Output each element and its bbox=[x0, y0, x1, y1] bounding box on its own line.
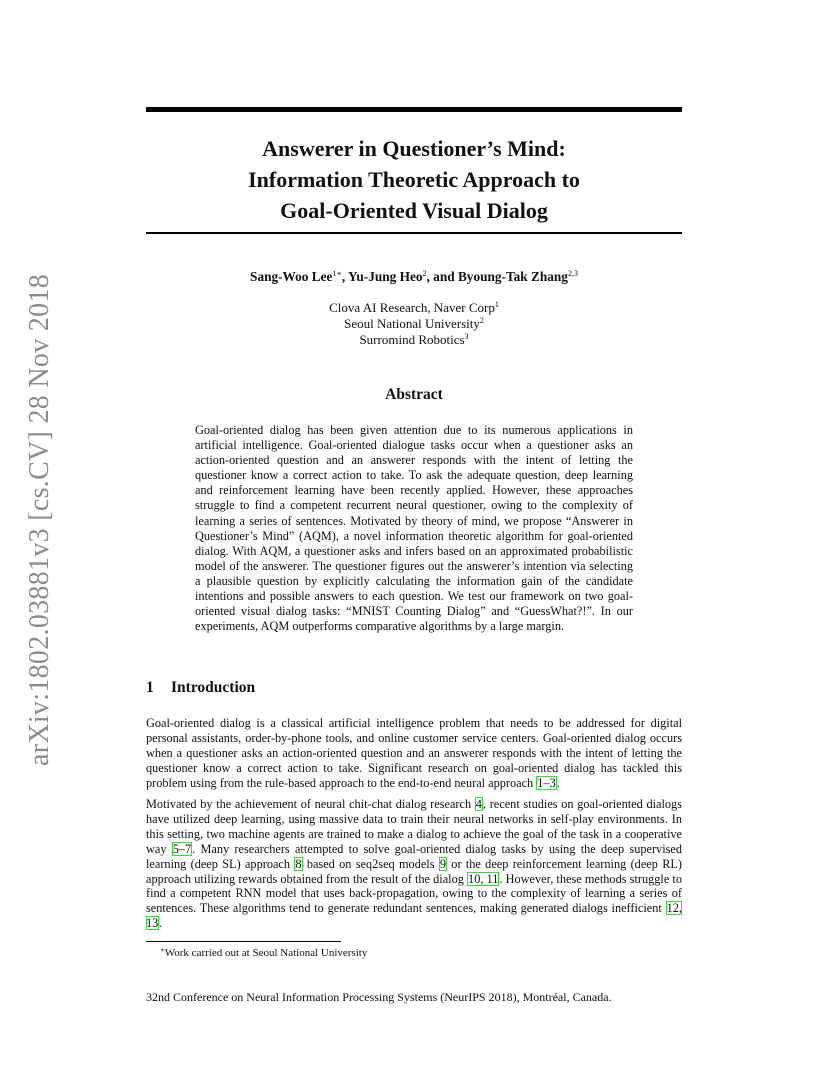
title-line-2: Information Theoretic Approach to bbox=[248, 167, 580, 192]
citation-link[interactable]: 10, 11 bbox=[468, 871, 499, 886]
section-heading-introduction bbox=[146, 678, 682, 698]
author-3: , and Byoung-Tak Zhang bbox=[426, 269, 568, 284]
citation-link[interactable]: 8 bbox=[295, 856, 302, 871]
affiliation-3: Surromind Robotics$^3$ bbox=[359, 332, 469, 347]
citation-link[interactable]: 4 bbox=[475, 797, 482, 811]
section-number: 1 bbox=[146, 679, 154, 696]
footnote-marker: ∗ bbox=[160, 946, 165, 954]
intro-paragraph-2: Motivated by the achievement of neural chit-chat dialog research 4, recent studies on goal-oriented dialogs have utilized deep learning, using massive data to train their neural networks in self-play environments. In this setting, two machine agents are trained to make a dialog to achieve the goal of the task in a cooperative way 5–7. Many researchers attempted to solve goal-oriented dialog tasks by using the deep supervised learning (deep SL) approach 8 based on seq2seq models 9 or the deep reinforcement learning (deep RL) approach utilizing rewards obtained from the result of the dialog 10, 11. However, these methods struggle to find a competent RNN model that uses back-propagation, owing to the complexity of learning a series of sentences. These algorithms tend to generate redundant sentences, making generated dialogs inefficient 12, 13. bbox=[146, 797, 683, 931]
affiliation-list bbox=[146, 300, 682, 348]
footnote-text: Work carried out at Seoul National University bbox=[164, 947, 368, 959]
affiliation-1: Clova AI Research, Naver Corp$^1$ bbox=[329, 300, 499, 315]
abstract-body: Goal-oriented dialog has been given attention due to its numerous applications in artificial intelligence. Goal-oriented dialogue tasks occur when a questioner asks an action-oriented question and an answerer responds with the intent of letting the questioner know a correct action to take. To ask the adequate question, deep learning and reinforcement learning have been recently applied. However, these approaches struggle to find a competent recurrent neural questioner, owing to the complexity of learning a series of sentences. Motivated by theory of mind, we propose “Answerer in Questioner’s Mind” (AQM), a novel information theoretic algorithm for goal-oriented dialog. With AQM, a questioner asks and infers based on an approximated probabilistic model of the answerer. The questioner figures out the answerer’s intention via selecting a plausible question by explicitly calculating the information gain of the candidate intentions and possible answers to each question. We test our framework on two goal-oriented visual dialog tasks: “MNIST Counting Dialog” and “GuessWhat?!”. In our experiments, AQM outperforms comparative algorithms by a large margin. bbox=[195, 423, 633, 634]
abstract-heading: Abstract bbox=[385, 386, 443, 403]
title-bottom-rule bbox=[146, 232, 682, 234]
author-1-marker: 1∗ bbox=[332, 269, 342, 278]
title-top-rule bbox=[146, 107, 682, 112]
author-3-marker: 2,3 bbox=[567, 269, 578, 278]
author-2: , Yu-Jung Heo bbox=[341, 269, 423, 284]
citation-link[interactable]: 9 bbox=[439, 856, 446, 871]
paper-title bbox=[146, 133, 682, 226]
citation-link[interactable]: 5–7 bbox=[172, 841, 192, 856]
intro-paragraph-1: Goal-oriented dialog is a classical artificial intelligence problem that needs to be addressed for digital personal assistants, order-by-phone tools, and online customer service centers. Goal-oriented dialog occurs when a questioner asks an action-oriented question and an answerer responds with the intent of letting the questioner know a correct action to take. Significant research on goal-oriented dialog has tackled this problem using from the rule-based approach to the end-to-end neural approach 1–3. bbox=[146, 716, 682, 790]
footnote bbox=[146, 946, 682, 960]
title-line-3: Goal-Oriented Visual Dialog bbox=[280, 198, 548, 223]
author-1: Sang-Woo Lee bbox=[250, 269, 333, 284]
section-title: Introduction bbox=[171, 679, 256, 696]
title-line-1: Answerer in Questioner’s Mind: bbox=[262, 136, 566, 161]
affiliation-2: Seoul National University$^2$ bbox=[344, 316, 484, 331]
conference-note: 32nd Conference on Neural Information Processing Systems (NeurIPS 2018), Montréal, Canada. bbox=[146, 990, 612, 1004]
author-list bbox=[146, 268, 682, 286]
citation-link[interactable]: 1–3 bbox=[537, 775, 556, 790]
arxiv-id-label: arXiv:1802.03881v3 [cs.CV] 28 Nov 2018 bbox=[24, 273, 55, 767]
citation-link[interactable]: 12, 13 bbox=[146, 901, 682, 931]
footnote-rule bbox=[146, 941, 341, 942]
author-2-marker: 2 bbox=[422, 269, 427, 278]
